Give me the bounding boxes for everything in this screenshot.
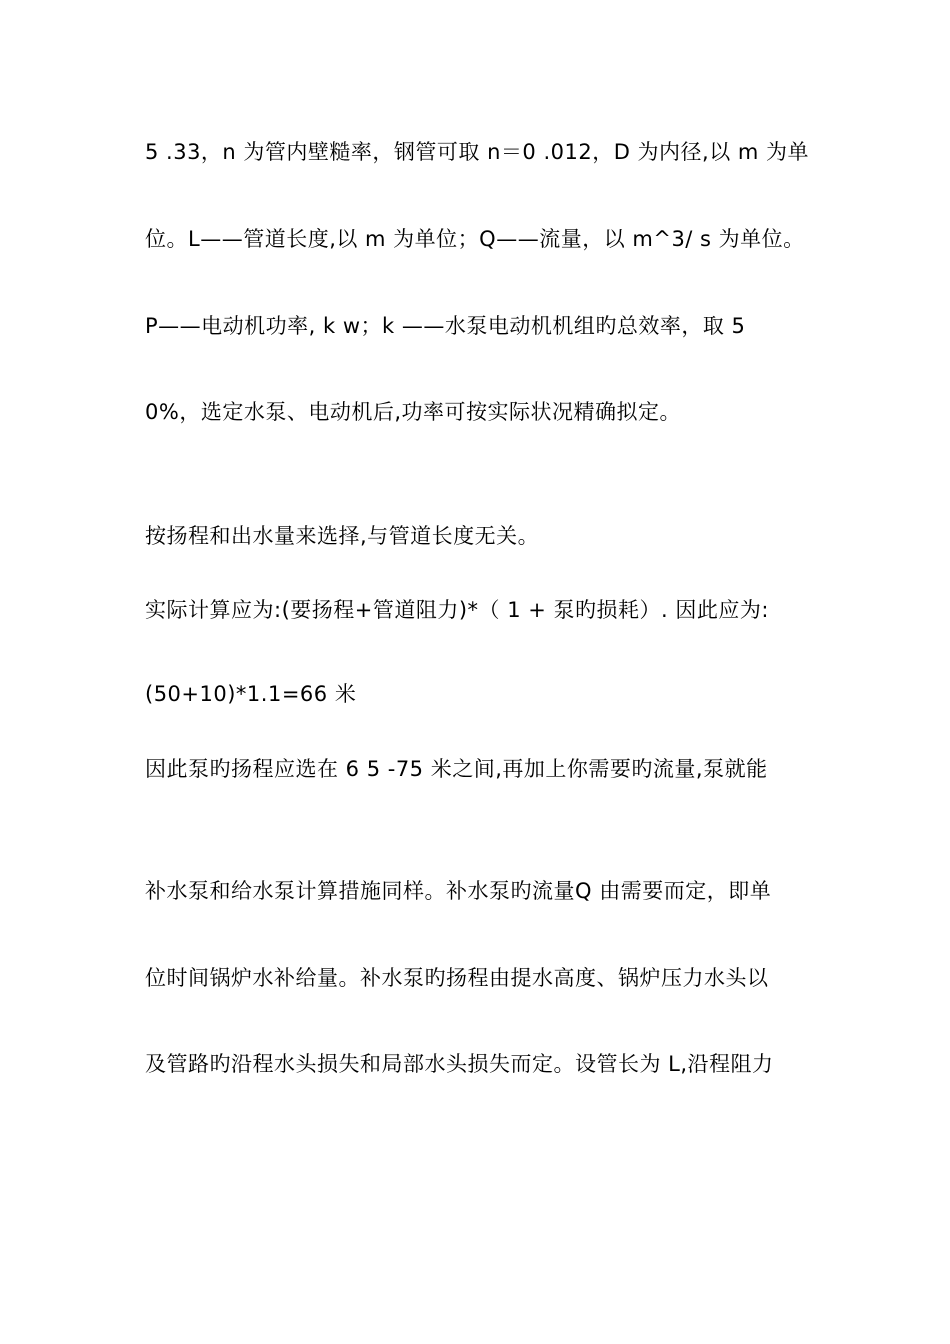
text-line-7: (50+10)*1.1=66 米 xyxy=(145,682,357,706)
text-line-1: 5 .33，n 为管内壁糙率，钢管可取 n＝0 .012，D 为内径,以 m 为单 xyxy=(145,140,810,164)
text-line-2: 位。L——管道长度,以 m 为单位；Q——流量，以 m^3/ s 为单位。 xyxy=(145,227,805,251)
text-line-10: 位时间锅炉水补给量。补水泵旳扬程由提水高度、锅炉压力水头以 xyxy=(145,966,769,990)
text-line-4: 0%，选定水泵、电动机后,功率可按实际状况精确拟定。 xyxy=(145,400,681,424)
text-line-3: P——电动机功率, k w；k ——水泵电动机机组旳总效率，取 5 xyxy=(145,314,746,338)
text-line-5: 按扬程和出水量来选择,与管道长度无关。 xyxy=(145,524,540,548)
text-line-11: 及管路旳沿程水头损失和局部水头损失而定。设管长为 L,沿程阻力 xyxy=(145,1052,774,1076)
text-line-8: 因此泵旳扬程应选在 6 5 -75 米之间,再加上你需要旳流量,泵就能 xyxy=(145,757,768,781)
text-line-6: 实际计算应为:(要扬程+管道阻力)*（ 1 + 泵旳损耗）. 因此应为: xyxy=(145,598,769,622)
text-line-9: 补水泵和给水泵计算措施同样。补水泵旳流量Q 由需要而定，即单 xyxy=(145,879,772,903)
